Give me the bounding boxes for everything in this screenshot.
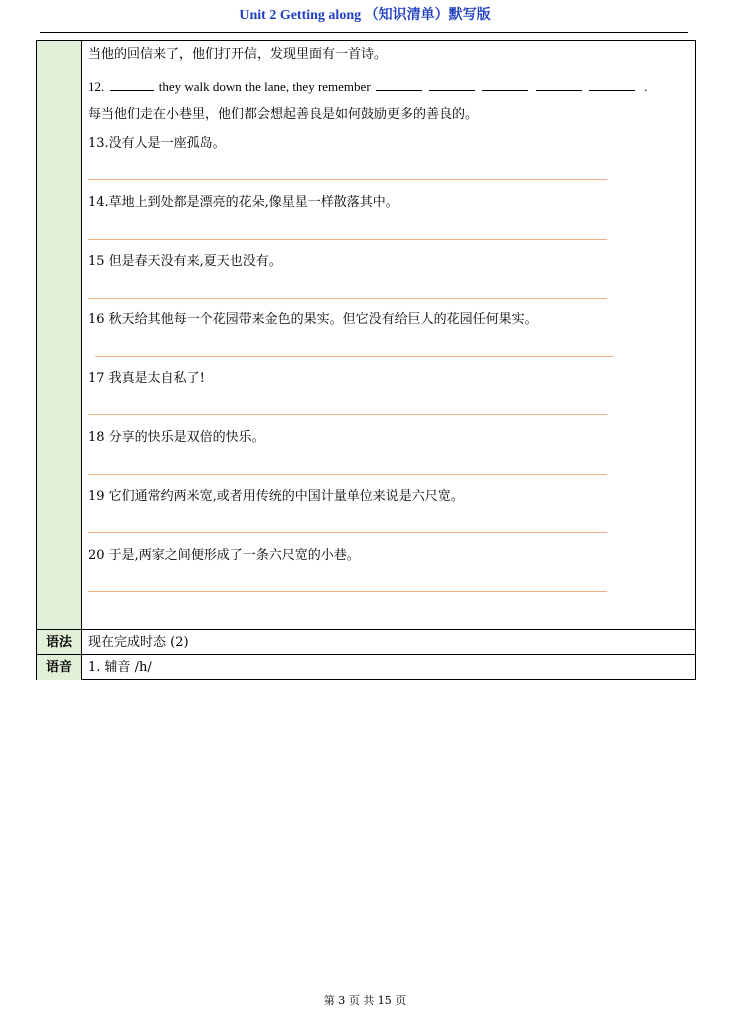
question-12 (88, 79, 647, 95)
header-divider (40, 32, 688, 33)
question-12-number: 12. (88, 79, 105, 94)
question-19: 19 它们通常约两米宽,或者用传统的中国计量单位来说是六尺宽。 (88, 489, 464, 504)
document-title: Unit 2 Getting along （知识清单）默写版 (239, 8, 491, 23)
grammar-label: 语法 (37, 630, 82, 655)
blank-field[interactable] (482, 89, 528, 91)
blank-field[interactable] (589, 89, 635, 91)
grammar-content: 现在完成时态 (2) (88, 635, 189, 650)
answer-line-14[interactable] (88, 239, 607, 240)
answer-line-20[interactable] (88, 591, 607, 592)
answer-line-17[interactable] (88, 414, 607, 415)
answer-line-15[interactable] (88, 298, 607, 299)
answer-line-16[interactable] (95, 356, 614, 357)
blank-field[interactable] (536, 89, 582, 91)
answer-line-19[interactable] (88, 532, 607, 533)
question-12-text: they walk down the lane, they remember (158, 79, 371, 94)
question-12-translation: 每当他们走在小巷里，他们都会想起善良是如何鼓励更多的善良的。 (88, 107, 479, 122)
question-13: 13.没有人是一座孤岛。 (88, 136, 226, 151)
question-16: 16 秋天给其他每一个花园带来金色的果实。但它没有给巨人的花园任何果实。 (88, 312, 538, 327)
blank-field[interactable] (376, 89, 422, 91)
pronunciation-content: 1. 辅音 /h/ (88, 660, 152, 675)
question-15: 15 但是春天没有来,夏天也没有。 (88, 254, 282, 269)
left-label-column (37, 41, 82, 629)
answer-line-13[interactable] (88, 179, 607, 180)
page-number: 第 3 页 共 15 页 (323, 994, 407, 1007)
blank-field[interactable] (110, 89, 154, 91)
question-12-end: . (644, 79, 648, 94)
question-17: 17 我真是太自私了! (88, 371, 205, 386)
intro-sentence: 当他的回信来了，他们打开信，发现里面有一首诗。 (88, 47, 388, 62)
knowledge-table (36, 40, 696, 680)
answer-line-18[interactable] (88, 474, 607, 475)
question-20: 20 于是,两家之间便形成了一条六尺宽的小巷。 (88, 548, 360, 563)
blank-field[interactable] (429, 89, 475, 91)
question-18: 18 分享的快乐是双倍的快乐。 (88, 430, 265, 445)
question-14: 14.草地上到处都是漂亮的花朵,像星星一样散落其中。 (88, 195, 399, 210)
pronunciation-label: 语音 (37, 655, 82, 680)
